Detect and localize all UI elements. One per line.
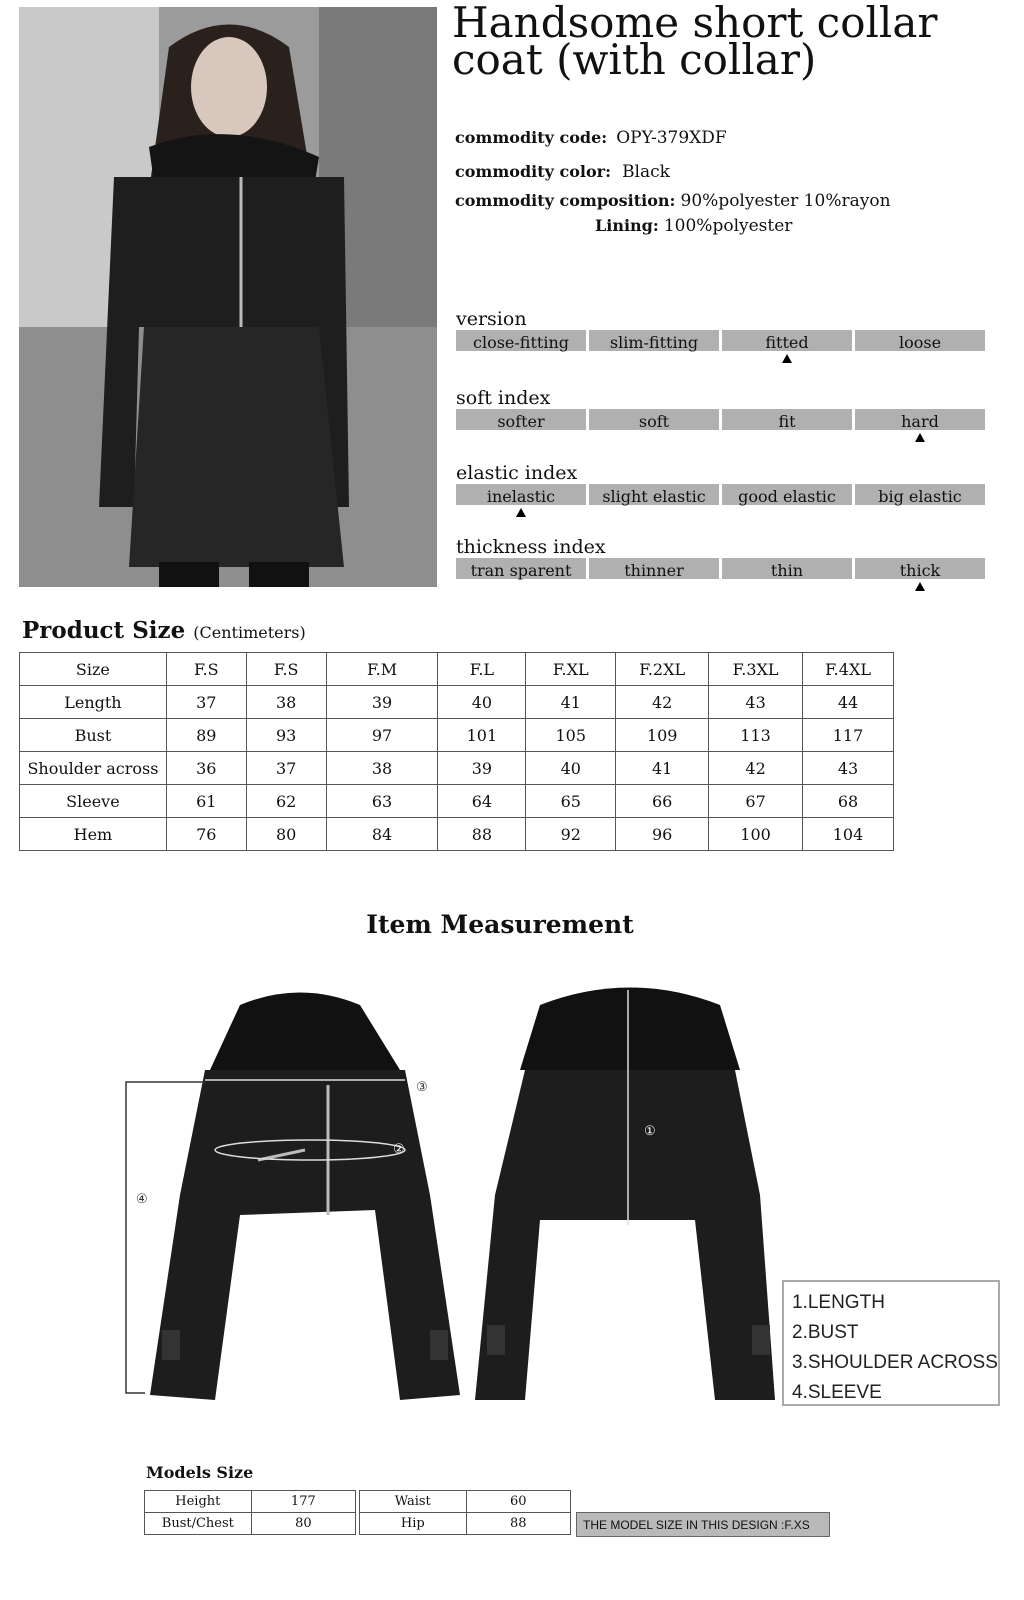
index-option: inelastic [456, 484, 586, 505]
models-table-right [359, 1490, 571, 1535]
model-hip-value: 88 [466, 1513, 570, 1535]
index-option: soft [589, 409, 719, 430]
size-cell: 92 [526, 818, 616, 851]
size-cell: 101 [438, 719, 526, 752]
model-height-label: Height [145, 1491, 252, 1513]
index-bar [456, 484, 985, 505]
legend-sleeve: 4.SLEEVE [792, 1382, 882, 1403]
size-cell: 76 [166, 818, 246, 851]
size-cell: 37 [166, 686, 246, 719]
index-option: hard [855, 409, 985, 430]
size-cell: 37 [246, 752, 326, 785]
product-size-table [19, 652, 894, 851]
size-cell: 41 [616, 752, 709, 785]
index-option: thinner [589, 558, 719, 579]
index-option: slim-fitting [589, 330, 719, 351]
size-cell: 97 [326, 719, 438, 752]
size-cell: 80 [246, 818, 326, 851]
size-cell: 117 [803, 719, 894, 752]
spec-composition-label: commodity composition: [455, 191, 676, 210]
size-cell: 68 [803, 785, 894, 818]
marker-4: ④ [136, 1191, 148, 1206]
size-cell: 113 [709, 719, 803, 752]
size-cell: 93 [246, 719, 326, 752]
size-header-cell: F.S [246, 653, 326, 686]
size-cell: 65 [526, 785, 616, 818]
marker-1: ① [644, 1123, 656, 1138]
size-header-cell: F.S [166, 653, 246, 686]
index-elastic [456, 462, 985, 505]
selected-indicator-icon [782, 354, 792, 363]
index-option: tran sparent [456, 558, 586, 579]
model-waist-value: 60 [466, 1491, 570, 1513]
size-cell: 96 [616, 818, 709, 851]
product-title: Handsome short collar coat (with collar) [452, 0, 938, 84]
product-size-heading: Product Size [22, 617, 186, 644]
product-size-title [22, 617, 306, 644]
index-option: big elastic [855, 484, 985, 505]
model-bust-value: 80 [251, 1513, 355, 1535]
size-cell: 39 [438, 752, 526, 785]
index-option: thick [855, 558, 985, 579]
index-title: thickness index [456, 536, 606, 558]
size-cell: 42 [709, 752, 803, 785]
size-cell: 36 [166, 752, 246, 785]
models-size-title: Models Size [146, 1463, 254, 1482]
spec-code-value: OPY-379XDF [616, 128, 727, 148]
model-hip-label: Hip [360, 1513, 467, 1535]
index-option: close-fitting [456, 330, 586, 351]
model-photo [19, 7, 437, 587]
index-thickness [456, 536, 985, 579]
model-waist-label: Waist [360, 1491, 467, 1513]
front-coat-illustration [150, 993, 460, 1401]
spec-code-label: commodity code: [455, 128, 608, 147]
index-option: loose [855, 330, 985, 351]
size-header-cell: Size [20, 653, 167, 686]
size-cell: 89 [166, 719, 246, 752]
models-table-left [144, 1490, 356, 1535]
size-cell: 38 [326, 752, 438, 785]
size-header-cell: F.4XL [803, 653, 894, 686]
size-cell: 38 [246, 686, 326, 719]
size-row-label: Bust [20, 719, 167, 752]
size-cell: 40 [526, 752, 616, 785]
measurement-title: Item Measurement [366, 910, 634, 939]
spec-composition-value: 90%polyester 10%rayon [680, 191, 891, 211]
size-cell: 63 [326, 785, 438, 818]
size-cell: 42 [616, 686, 709, 719]
index-bar [456, 409, 985, 430]
index-title: soft index [456, 387, 551, 409]
model-size-note: THE MODEL SIZE IN THIS DESIGN :F.XS [576, 1512, 830, 1537]
size-cell: 40 [438, 686, 526, 719]
index-option: thin [722, 558, 852, 579]
index-version [456, 308, 985, 351]
spec-color [455, 162, 670, 182]
index-soft [456, 387, 985, 430]
index-option: good elastic [722, 484, 852, 505]
size-cell: 104 [803, 818, 894, 851]
index-option: slight elastic [589, 484, 719, 505]
index-title: elastic index [456, 462, 578, 484]
size-cell: 41 [526, 686, 616, 719]
index-bar [456, 330, 985, 351]
size-cell: 44 [803, 686, 894, 719]
size-header-cell: F.M [326, 653, 438, 686]
selected-indicator-icon [915, 582, 925, 591]
legend-bust: 2.BUST [792, 1322, 859, 1343]
back-coat-illustration [475, 988, 775, 1401]
size-row [20, 686, 894, 719]
size-row-label: Length [20, 686, 167, 719]
size-cell: 100 [709, 818, 803, 851]
size-row-label: Hem [20, 818, 167, 851]
marker-2: ② [393, 1141, 405, 1156]
size-row [20, 719, 894, 752]
spec-code [455, 128, 727, 148]
index-option: fit [722, 409, 852, 430]
size-row [20, 752, 894, 785]
size-row-label: Sleeve [20, 785, 167, 818]
spec-lining-value: 100%polyester [663, 216, 793, 236]
marker-3: ③ [416, 1079, 428, 1094]
size-header-cell: F.2XL [616, 653, 709, 686]
size-cell: 64 [438, 785, 526, 818]
size-cell: 67 [709, 785, 803, 818]
index-option: fitted [722, 330, 852, 351]
index-bar [456, 558, 985, 579]
model-bust-label: Bust/Chest [145, 1513, 252, 1535]
size-cell: 43 [803, 752, 894, 785]
model-height-value: 177 [251, 1491, 355, 1513]
spec-lining [595, 216, 792, 236]
size-row-label: Shoulder across [20, 752, 167, 785]
size-cell: 105 [526, 719, 616, 752]
spec-color-value: Black [622, 162, 670, 182]
size-header-row [20, 653, 894, 686]
measurement-legend [782, 1280, 1000, 1406]
size-cell: 66 [616, 785, 709, 818]
selected-indicator-icon [915, 433, 925, 442]
size-cell: 61 [166, 785, 246, 818]
measurement-diagram [100, 975, 800, 1425]
size-row [20, 785, 894, 818]
size-header-cell: F.3XL [709, 653, 803, 686]
size-cell: 62 [246, 785, 326, 818]
size-header-cell: F.XL [526, 653, 616, 686]
size-header-cell: F.L [438, 653, 526, 686]
size-row [20, 818, 894, 851]
index-option: softer [456, 409, 586, 430]
spec-lining-label: Lining: [595, 216, 659, 235]
spec-color-label: commodity color: [455, 162, 611, 181]
product-size-unit: (Centimeters) [193, 623, 306, 642]
index-title: version [456, 308, 527, 330]
legend-shoulder: 3.SHOULDER ACROSS [792, 1352, 998, 1373]
size-cell: 84 [326, 818, 438, 851]
spec-composition [455, 191, 891, 211]
size-cell: 109 [616, 719, 709, 752]
legend-length: 1.LENGTH [792, 1292, 885, 1313]
size-cell: 39 [326, 686, 438, 719]
size-cell: 88 [438, 818, 526, 851]
size-cell: 43 [709, 686, 803, 719]
selected-indicator-icon [516, 508, 526, 517]
